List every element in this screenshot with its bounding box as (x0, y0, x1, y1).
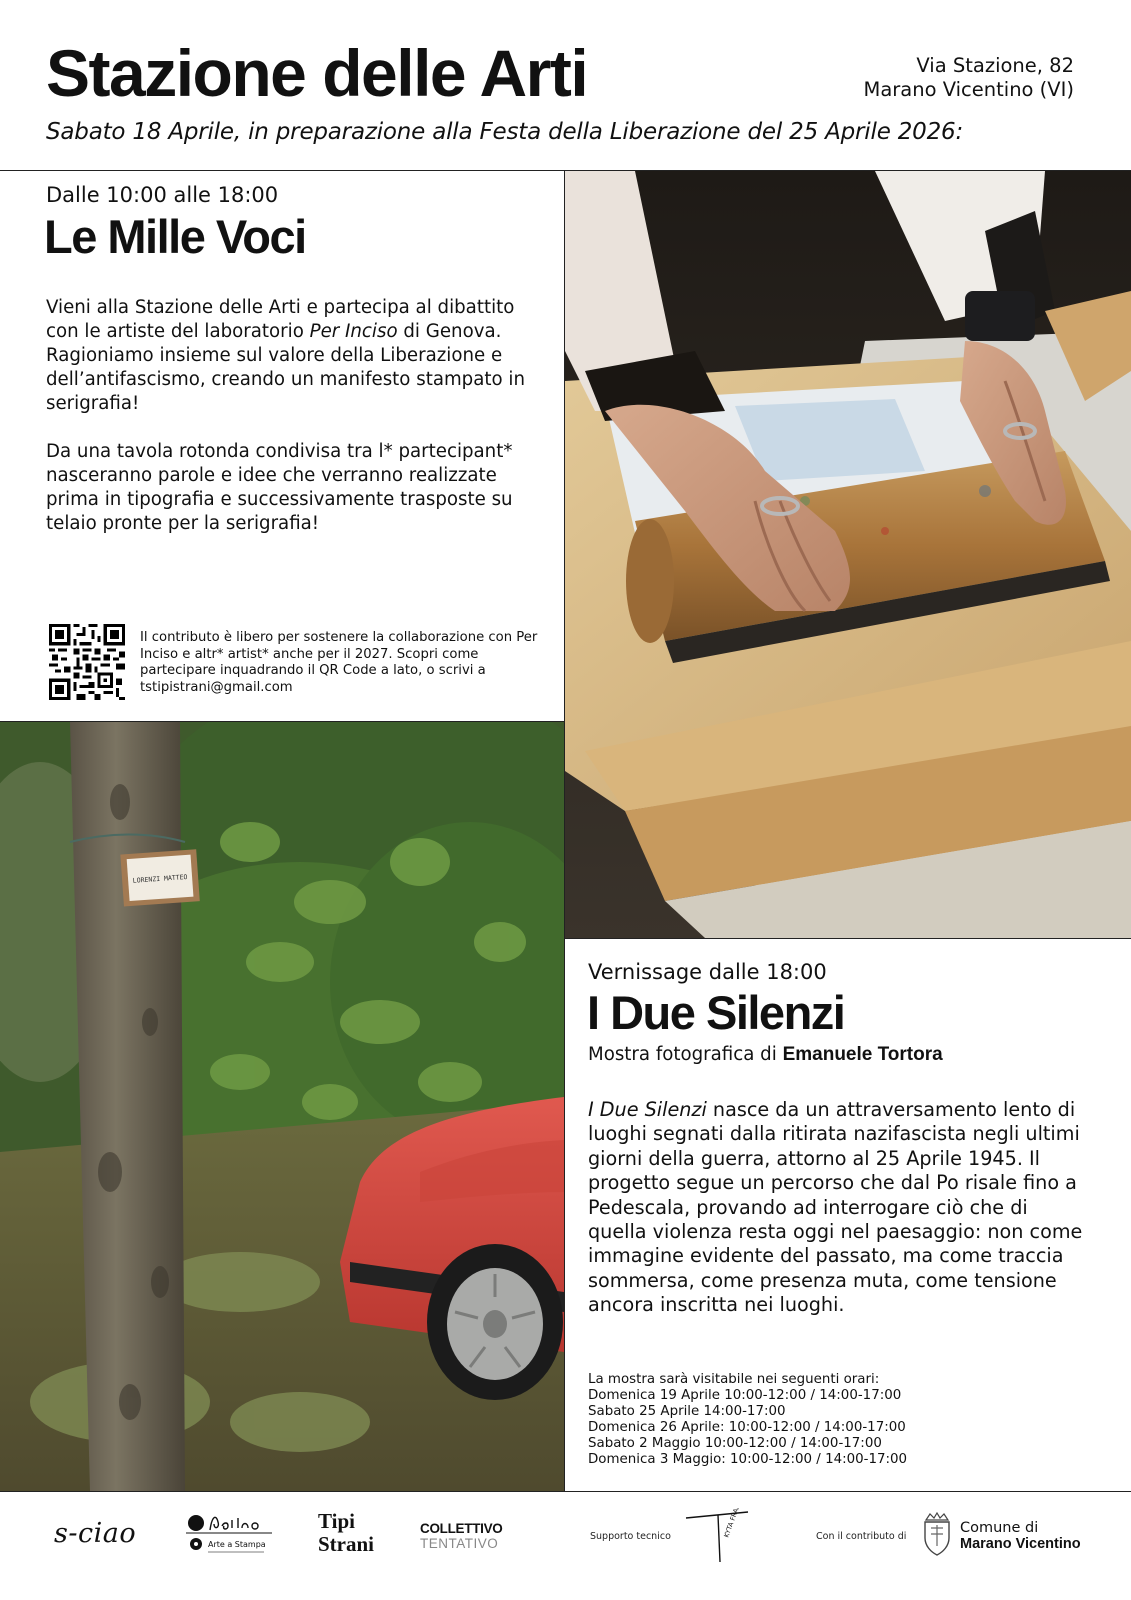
hours-row: Sabato 25 Aprile 14:00-17:00 (588, 1404, 786, 1419)
event2-title: I Due Silenzi (587, 986, 845, 1039)
divider-right-middle (564, 938, 1131, 939)
photo-screen-printing (565, 171, 1131, 938)
logo-tipi-strani (318, 1510, 374, 1556)
event2-subtitle-prefix: Mostra fotografica di (588, 1044, 777, 1065)
hours-row: Sabato 2 Maggio 10:00-12:00 / 14:00-17:00 (588, 1436, 882, 1451)
tipi-line1: Tipi (318, 1509, 355, 1533)
kyta-logo-text: KYTA FRAME (722, 1508, 744, 1539)
event1-p1-italic: Per Inciso (309, 321, 398, 342)
per-inciso-subtitle: Arte a Stampa (208, 1540, 266, 1549)
event2-body: nasce da un attraversamento lento di luoghi segnati dalla ritirata nazifascista negli ultimi giorni della guerra, attorno al 25 Aprile 1945. Il progetto segue un percorso che dal Po risale fino a Pedescala, provando ad interrogare ciò che di quella violenza resta oggi nel paesaggio: non come immagine evidente del passato, ma come traccia sommersa, come presenza muta, come tensione ancora inscritta nei luoghi. (588, 1098, 1083, 1317)
event1-title: Le Mille Voci (44, 210, 306, 263)
event2-body-italic: I Due Silenzi (588, 1098, 707, 1121)
event2-hours (588, 1372, 1088, 1468)
address-line-street: Via Stazione, 82 (916, 54, 1074, 77)
tree-sign-text: LORENZI MATTEO (132, 872, 188, 885)
logo-collettivo-tentativo (420, 1521, 503, 1551)
event2-description (588, 1098, 1088, 1318)
page-subtitle: Sabato 18 Aprile, in preparazione alla Festa della Liberazione del 25 Aprile 2026: (46, 119, 964, 145)
comune-line2: Marano Vicentino (960, 1536, 1081, 1552)
event2-subtitle (588, 1044, 943, 1066)
contributo-label: Con il contributo di (816, 1531, 907, 1542)
hours-row: Domenica 26 Aprile: 10:00-12:00 / 14:00-17:00 (588, 1420, 906, 1435)
qr-code[interactable] (49, 624, 125, 700)
address-line-city: Marano Vicentino (VI) (863, 78, 1074, 101)
comune-marano (960, 1520, 1081, 1552)
collettivo-line1: COLLETTIVO (420, 1521, 503, 1536)
hours-row: Domenica 19 Aprile 10:00-12:00 / 14:00-17:00 (588, 1388, 902, 1403)
event1-contribution-note: Il contributo è libero per sostenere la collaborazione con Per Inciso e altr* artist* anche per il 2027. Scopri come partecipare inquadrando il QR Code a lato, o scrivi a tstipistrani@gmail.com (140, 630, 538, 695)
logo-kyta-frame (684, 1508, 750, 1564)
divider-bottom (0, 1491, 1131, 1492)
collettivo-line2: TENTATIVO (420, 1536, 499, 1551)
comune-line1: Comune di (960, 1520, 1039, 1536)
tipi-line2: Strani (318, 1532, 375, 1556)
page-title: Stazione delle Arti (46, 36, 588, 110)
event1-p1b: di Genova. (403, 321, 502, 342)
event2-time: Vernissage dalle 18:00 (588, 960, 827, 984)
event2-author: Emanuele Tortora (782, 1044, 943, 1065)
logo-per-inciso (186, 1510, 272, 1560)
supporto-label: Supporto tecnico (590, 1531, 671, 1542)
event1-p2: Da una tavola rotonda condivisa tra l* partecipant* nasceranno parole e idee che verranno realizzate prima in tipografia e successivamente trasposte su telaio pronte per la serigrafia! (46, 441, 513, 534)
venue-address (864, 54, 1075, 102)
event1-p1a: Vieni alla Stazione delle Arti e partecipa al dibattito con le artiste del laboratorio (46, 297, 515, 342)
event1-time: Dalle 10:00 alle 18:00 (46, 183, 279, 207)
crest-icon (920, 1512, 954, 1556)
event1-p1c: Ragioniamo insieme sul valore della Liberazione e dell’antifascismo, creando un manifesto stampato in serigrafia! (46, 345, 525, 414)
photo-tree-and-car (0, 722, 564, 1491)
logo-sciao: s-ciao (54, 1518, 137, 1549)
event1-description (46, 296, 546, 560)
hours-row: Domenica 3 Maggio: 10:00-12:00 / 14:00-17:00 (588, 1452, 908, 1467)
hours-intro: La mostra sarà visitabile nei seguenti orari: (588, 1372, 880, 1387)
